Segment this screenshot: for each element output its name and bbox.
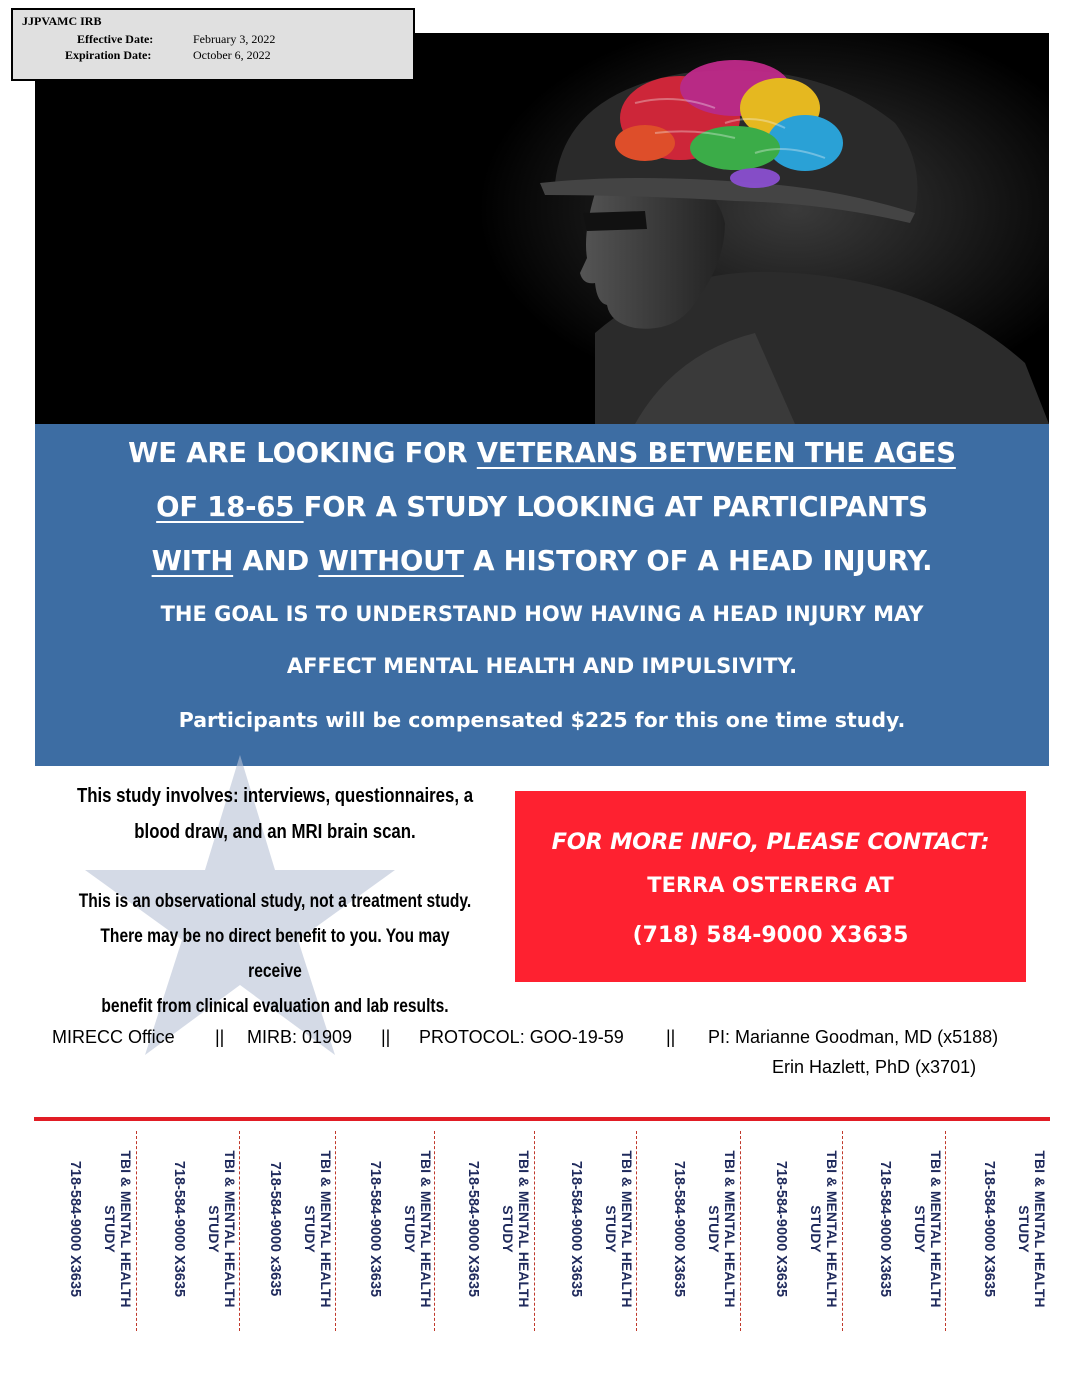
tear-off-tab[interactable] — [430, 1128, 540, 1330]
tear-off-tab[interactable] — [946, 1128, 1056, 1330]
tear-off-phone: 718-584-9000 x3635 — [267, 1161, 283, 1297]
tear-off-title: TBI & MENTAL HEALTH STUDY — [500, 1150, 532, 1308]
tear-off-title: TBI & MENTAL HEALTH STUDY — [1016, 1150, 1048, 1308]
mirb-number: MIRB: 01909 — [247, 1027, 353, 1047]
tear-off-tab[interactable] — [842, 1128, 952, 1330]
expiration-date-value: October 6, 2022 — [193, 48, 271, 62]
co-investigator: Erin Hazlett, PhD (x3701) — [772, 1057, 977, 1077]
meta-separator: || — [215, 1027, 225, 1047]
tear-off-phone: 718-584-9000 X3635 — [67, 1160, 83, 1298]
headline-line-3 — [35, 534, 1049, 588]
tear-off-phone: 718-584-9000 X3635 — [367, 1160, 383, 1298]
compensation-text: Participants will be compensated $225 for this one time study. — [178, 708, 906, 732]
tear-off-phone: 718-584-9000 X3635 — [465, 1160, 481, 1298]
expiration-date-label: Expiration Date: — [65, 48, 152, 62]
headline-text: A HISTORY OF A HEAD INJURY. — [463, 545, 933, 577]
tear-off-tab[interactable] — [136, 1128, 246, 1330]
headline-text: WE ARE LOOKING FOR — [128, 437, 477, 469]
tear-off-tab[interactable] — [332, 1128, 442, 1330]
recruitment-banner — [35, 424, 1049, 766]
headline-text: FOR A STUDY LOOKING AT PARTICIPANTS — [303, 491, 928, 523]
headline-underline-with: WITH — [151, 545, 234, 577]
study-involves — [76, 778, 475, 850]
tear-off-tab[interactable] — [738, 1128, 848, 1330]
principal-investigator: PI: Marianne Goodman, MD (x5188) — [708, 1027, 999, 1047]
hero-image-soldier-brain — [35, 33, 1049, 424]
tear-off-title: TBI & MENTAL HEALTH STUDY — [402, 1150, 434, 1308]
tear-off-title: TBI & MENTAL HEALTH STUDY — [808, 1150, 840, 1308]
headline-underline-veterans: VETERANS BETWEEN THE AGES — [476, 437, 956, 469]
tear-off-tab[interactable] — [533, 1128, 643, 1330]
soldier-brain-illustration — [35, 33, 1049, 424]
headline-underline-ages: OF 18-65 — [156, 491, 304, 523]
divider-line — [34, 1117, 1050, 1121]
tear-off-phone: 718-584-9000 X3635 — [171, 1160, 187, 1298]
headline-underline-without: WITHOUT — [318, 545, 464, 577]
observational-line-1: This is an observational study, not a treatment study. — [78, 891, 472, 912]
effective-date-label: Effective Date: — [77, 32, 154, 46]
tear-off-title: TBI & MENTAL HEALTH STUDY — [912, 1150, 944, 1308]
headline-text: AND — [233, 545, 319, 577]
headline-line-1 — [35, 426, 1049, 480]
contact-heading: FOR MORE INFO, PLEASE CONTACT: — [551, 829, 990, 855]
contact-box — [515, 791, 1026, 982]
office-label: MIRECC Office — [52, 1027, 175, 1047]
effective-date-value: February 3, 2022 — [193, 32, 276, 46]
contact-phone[interactable]: (718) 584-9000 X3635 — [632, 923, 909, 948]
tear-off-title: TBI & MENTAL HEALTH STUDY — [706, 1150, 738, 1308]
irb-title: JJPVAMC IRB — [22, 14, 102, 28]
meta-separator: || — [381, 1027, 391, 1047]
observational-line-2: There may be no direct benefit to you. You may receive — [100, 926, 450, 982]
tear-off-title: TBI & MENTAL HEALTH STUDY — [302, 1150, 334, 1308]
tear-off-tab[interactable] — [32, 1128, 142, 1330]
tear-off-phone: 718-584-9000 X3635 — [981, 1160, 997, 1298]
tear-off-tab[interactable] — [232, 1128, 342, 1330]
irb-stamp — [11, 8, 415, 81]
tear-off-phone: 718-584-9000 X3635 — [877, 1160, 893, 1298]
headline-line-2 — [35, 480, 1049, 534]
study-involves-line-2: blood draw, and an MRI brain scan. — [134, 820, 416, 843]
tear-off-phone: 718-584-9000 X3635 — [671, 1160, 687, 1298]
tear-off-title: TBI & MENTAL HEALTH STUDY — [206, 1150, 238, 1308]
meta-separator: || — [666, 1027, 676, 1047]
goal-line-1: THE GOAL IS TO UNDERSTAND HOW HAVING A HEAD INJURY MAY — [160, 602, 924, 626]
tear-off-phone: 718-584-9000 X3635 — [568, 1160, 584, 1298]
contact-name: TERRA OSTERERG AT — [647, 873, 894, 897]
goal-line-2: AFFECT MENTAL HEALTH AND IMPULSIVITY. — [286, 654, 798, 678]
observational-line-3: benefit from clinical evaluation and lab results. — [101, 996, 449, 1017]
observational-note — [76, 884, 475, 1024]
tear-off-tab[interactable] — [636, 1128, 746, 1330]
study-involves-line-1: This study involves: interviews, questionnaires, a — [76, 784, 474, 807]
protocol-number: PROTOCOL: GOO-19-59 — [419, 1027, 624, 1047]
tear-off-phone: 718-584-9000 X3635 — [773, 1160, 789, 1298]
tear-off-title: TBI & MENTAL HEALTH STUDY — [102, 1150, 134, 1308]
tear-off-title: TBI & MENTAL HEALTH STUDY — [603, 1150, 635, 1308]
study-description — [32, 778, 518, 1024]
